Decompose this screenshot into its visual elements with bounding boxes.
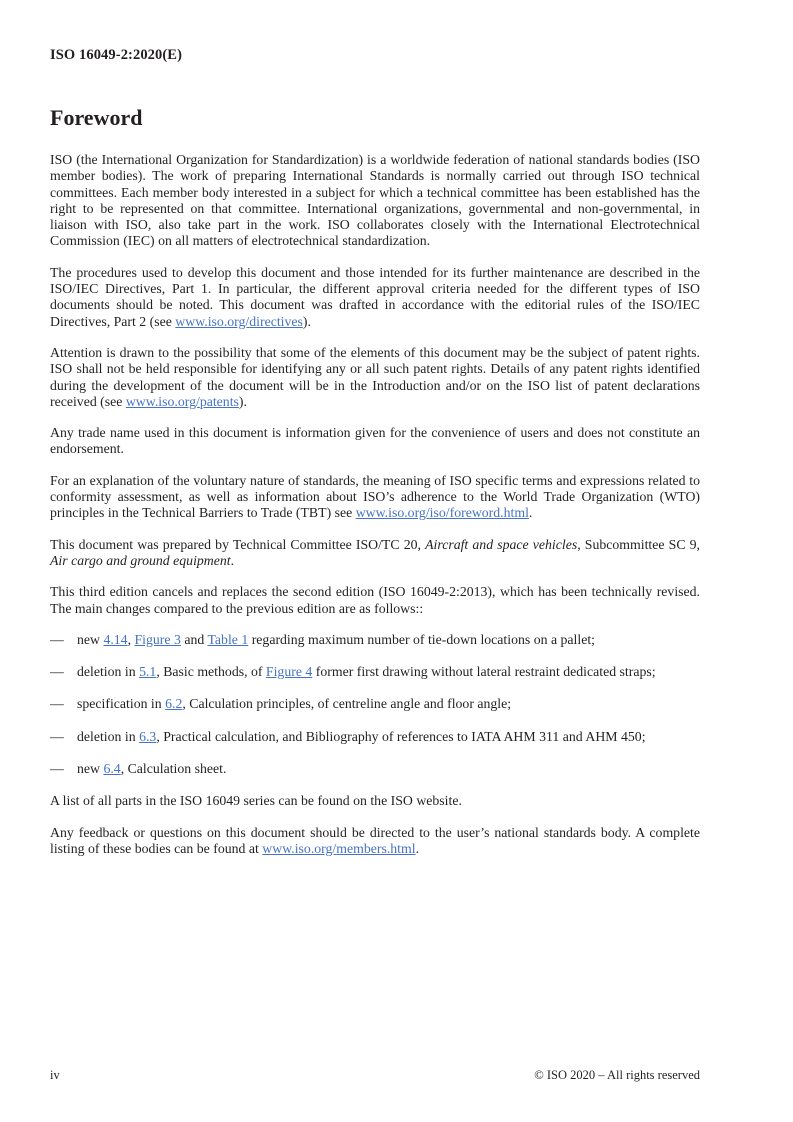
list-item-text [77, 729, 700, 745]
text-run: deletion in [77, 728, 140, 744]
paragraph [50, 265, 700, 330]
text-run: Attention is drawn to the possibility that some of the elements of this document may be the subject of patent rights. ISO shall not be held responsible for identifying any or all such patent rights. Details of any patent rights identified during the development of the document will be in the Introduction and/or on the ISO list of patent declarations received (see [50, 344, 700, 409]
inline-link[interactable]: www.iso.org/members.html [262, 840, 416, 856]
document-reference: ISO 16049-2:2020(E) [50, 47, 182, 63]
list-item-text [77, 696, 700, 712]
inline-link[interactable]: Table 1 [207, 631, 249, 647]
list-dash: — [50, 761, 64, 777]
text-run: new [77, 631, 104, 647]
inline-link[interactable]: www.iso.org/directives [175, 313, 303, 329]
text-run: , [127, 631, 135, 647]
text-run: This document was prepared by Technical Committee ISO/TC 20, [50, 536, 426, 552]
inline-link[interactable]: 5.1 [139, 664, 157, 680]
text-run: , Basic methods, of [156, 664, 266, 680]
text-run: , Practical calculation, and Bibliography of references to IATA AHM 311 and AHM 450; [156, 728, 646, 744]
copyright-notice: © ISO 2020 – All rights reserved [534, 1068, 700, 1082]
list-dash: — [50, 664, 64, 680]
list-item-text [77, 761, 700, 777]
inline-link[interactable]: www.iso.org/iso/foreword.html [355, 505, 529, 521]
inline-link[interactable]: 6.3 [139, 728, 157, 744]
paragraph [50, 425, 700, 458]
list-dash: — [50, 728, 64, 744]
inline-link[interactable]: Figure 4 [265, 664, 313, 680]
text-run: specification in [77, 696, 166, 712]
paragraph [50, 473, 700, 522]
text-run: deletion in [77, 664, 140, 680]
text-run: regarding maximum number of tie-down locations on a pallet; [248, 631, 595, 647]
text-run: Any feedback or questions on this document should be directed to the user’s national standards body. A complete listing of these bodies can be found at [50, 824, 700, 856]
text-run: A list of all parts in the ISO 16049 series can be found on the ISO website. [50, 793, 462, 809]
list-item [50, 761, 700, 777]
list-item [50, 696, 700, 712]
page-title: Foreword [50, 105, 143, 130]
list-item [50, 632, 700, 648]
text-run: For an explanation of the voluntary nature of standards, the meaning of ISO specific terms and expressions related to conformity assessment, as well as information about ISO’s adherence to the World Trade Organization (WTO) principles in the Technical Barriers to Trade (TBT) see [50, 472, 700, 521]
foreword-content [50, 152, 700, 872]
list-dash: — [50, 631, 64, 647]
inline-link[interactable]: 6.2 [165, 696, 183, 712]
list-item-text [77, 664, 700, 680]
text-run: . [415, 840, 420, 856]
list-item-text [77, 632, 700, 648]
italic-text: Aircraft and space vehicles [425, 536, 578, 552]
text-run: , Subcommittee SC 9, [577, 536, 700, 552]
list-item [50, 729, 700, 745]
paragraph [50, 825, 700, 858]
paragraph [50, 537, 700, 570]
paragraph [50, 345, 700, 410]
text-run: The procedures used to develop this document and those intended for its further maintenance are described in the ISO/IEC Directives, Part 1. In particular, the different approval criteria needed for the different types of ISO documents should be noted. This document was drafted in accordance with the editorial rules of the ISO/IEC Directives, Part 2 (see [50, 264, 700, 329]
list-item [50, 664, 700, 680]
text-run: . [230, 552, 235, 568]
text-run: new [77, 761, 104, 777]
text-run: , Calculation principles, of centreline angle and floor angle; [182, 696, 512, 712]
text-run: ). [238, 393, 247, 409]
paragraph [50, 152, 700, 250]
inline-link[interactable]: www.iso.org/patents [125, 393, 239, 409]
text-run: former first drawing without lateral restraint dedicated straps; [312, 664, 656, 680]
page-number: iv [50, 1068, 60, 1082]
paragraph [50, 793, 700, 809]
inline-link[interactable]: 4.14 [103, 631, 128, 647]
text-run: Any trade name used in this document is information given for the convenience of users and does not constitute an endorsement. [50, 425, 700, 457]
page-footer [50, 1068, 700, 1083]
text-run: This third edition cancels and replaces the second edition (ISO 16049-2:2013), which has been technically revised. The main changes compared to the previous edition are as follows:: [50, 584, 700, 616]
text-run: ). [302, 313, 311, 329]
inline-link[interactable]: Figure 3 [134, 631, 181, 647]
italic-text: Air cargo and ground equipment [50, 552, 231, 568]
list-dash: — [50, 696, 64, 712]
text-run: . [528, 505, 533, 521]
text-run: , Calculation sheet. [120, 761, 227, 777]
text-run: ISO (the International Organization for Standardization) is a worldwide federation of national standards bodies (ISO member bodies). The work of preparing International Standards is normally carried out through ISO technical committees. Each member body interested in a subject for which a technical committee has been established has the right to be represented on that committee. International organizations, governmental and non-governmental, in liaison with ISO, also take part in the work. ISO collaborates closely with the International Electrotechnical Commission (IEC) on all matters of electrotechnical standardization. [50, 152, 700, 249]
paragraph [50, 584, 700, 617]
inline-link[interactable]: 6.4 [103, 761, 121, 777]
text-run: and [180, 631, 208, 647]
